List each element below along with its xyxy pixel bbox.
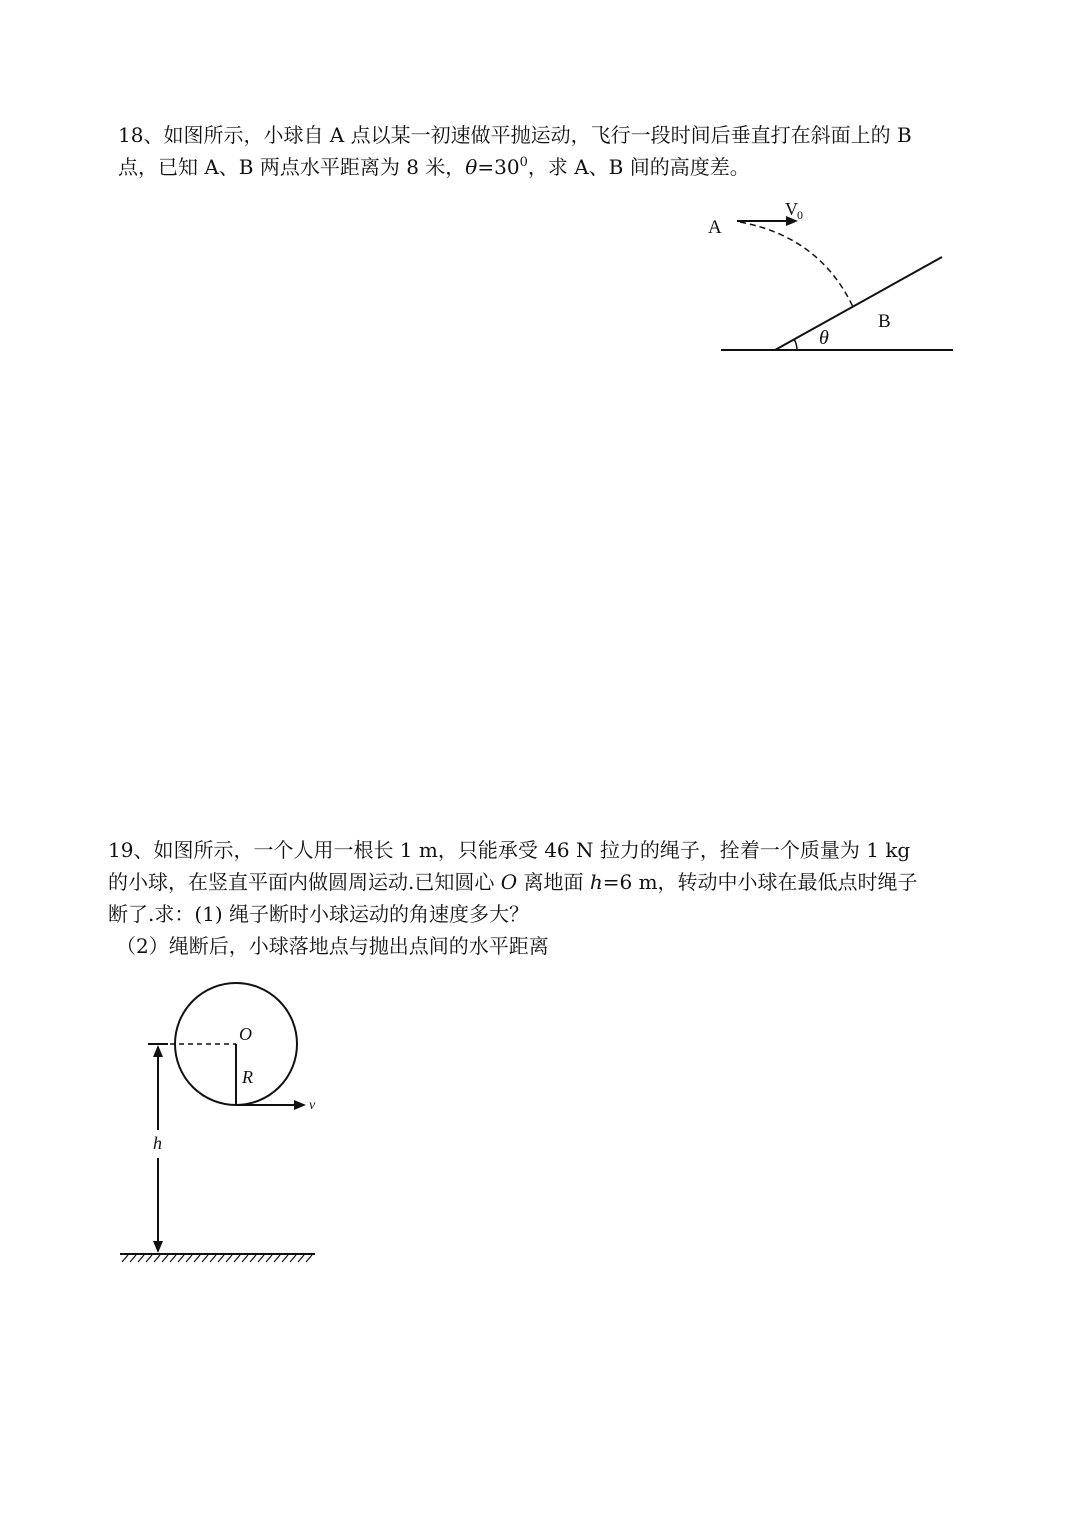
v0-subscript: 0 — [797, 208, 803, 222]
height-arrow-down — [153, 1241, 163, 1253]
point-b-label: B — [878, 311, 891, 332]
v-arrow-head — [294, 1100, 306, 1110]
theta-label: θ — [819, 327, 829, 349]
question-19-line-4: （2）绳断后，小球落地点与抛出点间的水平距离 — [116, 934, 549, 958]
question-18-line-2-a: 点，已知 A、B 两点水平距离为 8 米， — [118, 155, 466, 179]
trajectory-dashed-curve — [740, 222, 853, 307]
question-19-text — [108, 834, 918, 962]
height-arrow-up — [153, 1045, 163, 1057]
question-19-line-1: 19、如图所示，一个人用一根长 1 m，只能承受 46 N 拉力的绳子，拴着一个质量为 1 kg — [108, 838, 911, 862]
question-18-line-2-b: =30 — [477, 155, 520, 179]
incline-line — [775, 257, 942, 350]
ground-hatching — [122, 1255, 312, 1262]
height-h-symbol: h — [589, 870, 603, 894]
theta-angle-arc — [794, 339, 797, 350]
velocity-v-label: v — [309, 1098, 316, 1113]
theta-symbol: θ — [465, 155, 478, 179]
point-a-label: A — [708, 217, 722, 238]
degree-superscript: 0 — [519, 155, 528, 170]
question-18-line-2 — [118, 151, 912, 183]
question-19-line-3: 断了.求：(1) 绳子断时小球运动的角速度多大？ — [108, 902, 530, 926]
question-18-line-2-c: ，求 A、B 间的高度差。 — [527, 155, 750, 179]
center-o-symbol: O — [500, 870, 518, 894]
figure-19-circle-diagram — [110, 975, 340, 1275]
v0-label: V — [785, 199, 798, 219]
radius-r-label: R — [242, 1067, 253, 1087]
question-19-line-2 — [108, 866, 918, 898]
height-h-label: h — [153, 1133, 162, 1153]
question-19-line-2-a: 的小球，在竖直平面内做圆周运动.已知圆心 — [108, 870, 501, 894]
question-18-line-1: 18、如图所示，小球自 A 点以某一初速做平抛运动，飞行一段时间后垂直打在斜面上的 B — [118, 123, 912, 147]
center-o-label: O — [239, 1024, 252, 1044]
question-19-line-2-c: =6 m，转动中小球在最低点时绳子 — [602, 870, 918, 894]
question-18-text — [118, 119, 912, 183]
question-19-line-2-b: 离地面 — [517, 870, 590, 894]
figure-18-incline-diagram — [700, 195, 960, 365]
